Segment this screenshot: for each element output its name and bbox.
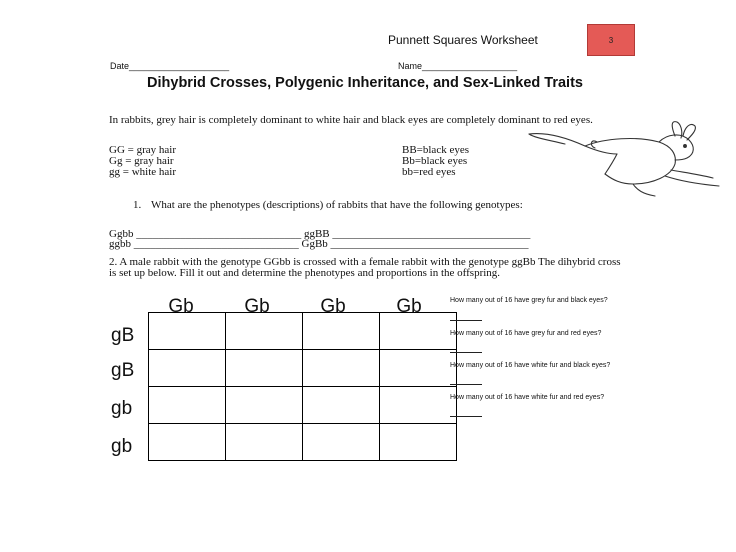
punnett-column-header: Gb — [244, 296, 270, 317]
side-question: How many out of 16 have grey fur and red eyes? — [450, 330, 602, 337]
punnett-cell[interactable] — [303, 424, 380, 461]
name-field-label: Name___________________ — [398, 61, 518, 71]
date-field-label: Date____________________ — [110, 61, 230, 71]
page-number-badge: 3 — [587, 24, 635, 56]
punnett-cell[interactable] — [226, 424, 303, 461]
question-2: 2. A male rabbit with the genotype GGbb is crossed with a female rabbit with the genotype ggBb The dihybrid cross is set up below. Fill it out and determine the phenotypes and proportions in the offspring. — [109, 256, 621, 279]
punnett-row-header: gb — [111, 398, 133, 419]
table-row — [149, 387, 457, 424]
eye-genotype-list — [402, 145, 469, 178]
punnett-cell[interactable] — [380, 313, 457, 350]
worksheet-header-title: Punnett Squares Worksheet — [388, 33, 538, 47]
punnett-cell[interactable] — [149, 313, 226, 350]
punnett-row-header: gB — [111, 325, 135, 346]
table-row — [149, 350, 457, 387]
genotype-item: bb=red eyes — [402, 166, 456, 178]
punnett-column-header: Gb — [320, 296, 346, 317]
question-number: 1. — [133, 199, 142, 211]
punnett-cell[interactable] — [380, 350, 457, 387]
punnett-cell[interactable] — [149, 350, 226, 387]
rabbit-icon — [525, 120, 725, 205]
punnett-cell[interactable] — [226, 350, 303, 387]
punnett-row-header: gb — [111, 436, 133, 457]
punnett-cell[interactable] — [226, 313, 303, 350]
punnett-cell[interactable] — [380, 424, 457, 461]
side-question: How many out of 16 have white fur and red eyes? — [450, 394, 605, 401]
answer-row[interactable]: Ggbb ______________________________ ggBB ____________________________________ — [109, 228, 531, 240]
punnett-cell[interactable] — [303, 350, 380, 387]
side-question: How many out of 16 have white fur and black eyes? — [450, 362, 611, 369]
punnett-column-header: Gb — [168, 296, 194, 317]
genotype-item: Bb=black eyes — [402, 155, 468, 167]
punnett-column-header: Gb — [396, 296, 422, 317]
punnett-cell[interactable] — [303, 387, 380, 424]
punnett-cell[interactable] — [149, 387, 226, 424]
intro-paragraph: In rabbits, grey hair is completely dominant to white hair and black eyes are completely dominant to red eyes. — [109, 114, 593, 126]
punnett-square — [148, 312, 457, 461]
punnett-row-header: gB — [111, 360, 135, 381]
side-question: How many out of 16 have grey fur and black eyes? — [450, 297, 608, 304]
punnett-cell[interactable] — [303, 313, 380, 350]
genotype-item: gg = white hair — [109, 166, 176, 178]
answer-blank[interactable] — [450, 352, 482, 353]
genotype-item: Gg = gray hair — [109, 155, 174, 167]
genotype-item: GG = gray hair — [109, 144, 176, 156]
worksheet-title: Dihybrid Crosses, Polygenic Inheritance, and Sex-Linked Traits — [147, 75, 583, 91]
punnett-cell[interactable] — [149, 424, 226, 461]
table-row — [149, 424, 457, 461]
answer-blank[interactable] — [450, 384, 482, 385]
answer-row[interactable]: ggbb ______________________________ GgBb ____________________________________ — [109, 238, 529, 250]
table-row — [149, 313, 457, 350]
genotype-item: BB=black eyes — [402, 144, 469, 156]
answer-blank[interactable] — [450, 320, 482, 321]
question-text: What are the phenotypes (descriptions) of rabbits that have the following genotypes: — [151, 199, 523, 211]
hair-genotype-list — [109, 145, 176, 178]
punnett-cell[interactable] — [226, 387, 303, 424]
punnett-cell[interactable] — [380, 387, 457, 424]
answer-blank[interactable] — [450, 416, 482, 417]
